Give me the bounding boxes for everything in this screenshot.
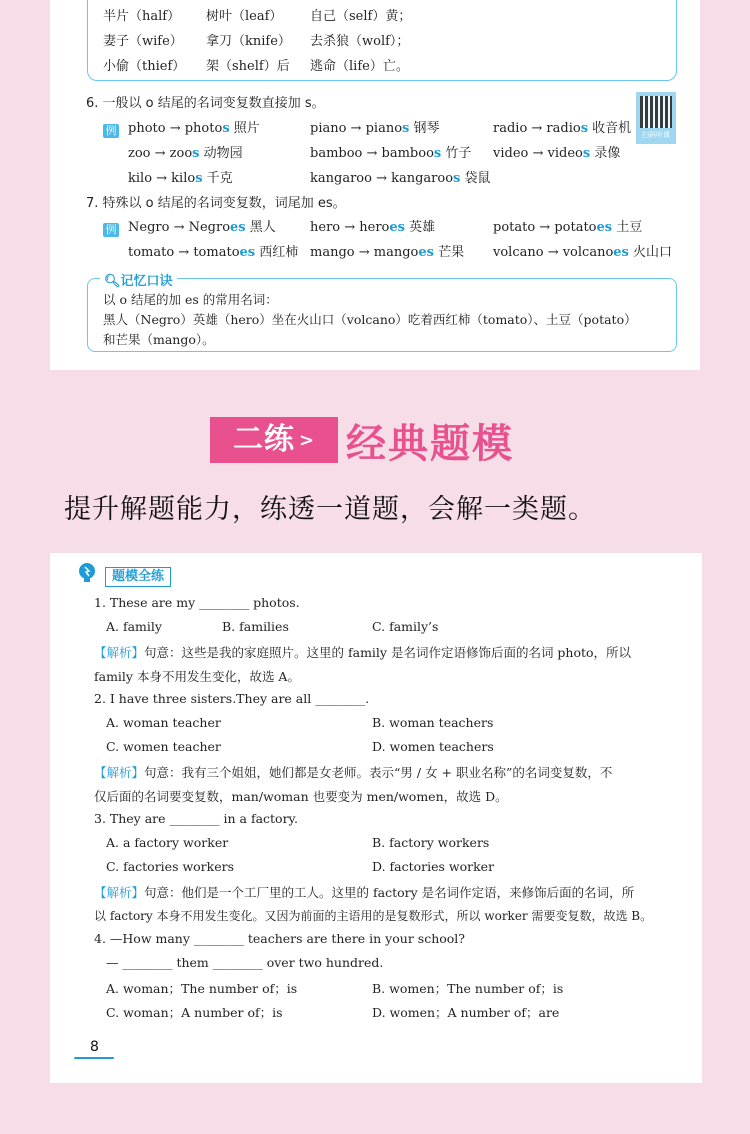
fves-item: 逃命（life）亡。: [310, 59, 409, 74]
grammar-card: [50, 0, 700, 370]
rule7-example: volcano → volcanoes 火山口: [493, 245, 673, 260]
option: D. women teachers: [372, 739, 494, 754]
page-number: 8: [90, 1039, 99, 1055]
question-stem: 1. These are my ________ photos.: [94, 595, 300, 610]
qr-caption: 扫码听课: [642, 131, 670, 139]
example-label: 例: [103, 124, 119, 138]
banner-label: 二练 >: [232, 422, 316, 457]
option: D. factories worker: [372, 859, 495, 874]
slogan: 提升解题能力，练透一道题，会解一类题。: [64, 494, 596, 525]
fves-row-1: [103, 5, 180, 24]
rule6-example: piano → pianos 钢琴: [310, 121, 440, 136]
option: B. families: [222, 619, 289, 634]
fves-item: 树叶（leaf）: [206, 9, 283, 24]
rule7-example: tomato → tomatoes 西红柿: [128, 245, 299, 260]
fves-item: 去杀狼（wolf）；: [310, 34, 410, 49]
qr-code-icon: [640, 96, 672, 128]
option: B. woman teachers: [372, 715, 494, 730]
question-stem: 2. I have three sisters.They are all ________.: [94, 691, 370, 706]
question-stem: 3. They are ________ in a factory.: [94, 811, 298, 826]
rule7-example: Negro → Negroes 黑人: [128, 220, 276, 235]
option: B. women；The number of；is: [372, 981, 564, 996]
rule7-title: 7. 特殊以 o 结尾的名词变复数，词尾加 es。: [86, 196, 346, 211]
rule6-example: bamboo → bamboos 竹子: [310, 146, 472, 161]
search-icon: 🔍︎: [104, 274, 121, 289]
option: D. women；A number of；are: [372, 1005, 560, 1020]
memory-tag: 🔍︎记忆口诀: [100, 270, 177, 289]
qr-code[interactable]: [636, 92, 676, 144]
option: B. factory workers: [372, 835, 490, 850]
rule7-example: hero → heroes 英雄: [310, 220, 436, 235]
explanation-line: 【解析】句意：他们是一个工厂里的工人。这里的 factory 是名词作定语，来修饰后面的名词，所: [94, 885, 635, 900]
option: C. woman；A number of；is: [106, 1005, 283, 1020]
rule6-example: video → videos 录像: [493, 146, 621, 161]
fves-item: 小偷（thief）: [103, 59, 186, 74]
option: C. family’s: [372, 619, 439, 634]
practice-card: [50, 553, 702, 1083]
option: C. factories workers: [106, 859, 235, 874]
rule6-example: kilo → kilos 千克: [128, 171, 233, 186]
rule7-example: mango → mangoes 芒果: [310, 245, 465, 260]
explanation-line: 以 factory 本身不用发生变化。又因为前面的主语用的是复数形式，所以 worker 需要变复数，故选 B。: [94, 909, 653, 923]
practice-tag: 题模全练: [105, 567, 171, 587]
explanation-line: 【解析】句意：我有三个姐姐，她们都是女老师。表示“男 / 女 + 职业名称”的名词变复数，不: [94, 765, 613, 780]
lightbulb-icon: [77, 561, 97, 585]
explanation-line: 仅后面的名词要变复数，man/woman 也要变为 men/women，故选 D。: [94, 789, 508, 804]
page-number-underline: [74, 1057, 114, 1059]
fves-item: 拿刀（knife）: [206, 34, 291, 49]
option: A. family: [106, 619, 162, 634]
rule6-example: kangaroo → kangaroos 袋鼠: [310, 171, 491, 186]
rule6-example: radio → radios 收音机: [493, 121, 632, 136]
example-label: 例: [103, 223, 119, 237]
memory-line: 黑人（Negro）英雄（hero）坐在火山口（volcano）吃着西红柿（tomato）、土豆（potato）: [103, 312, 637, 327]
explanation-line: family 本身不用发生变化，故选 A。: [94, 669, 300, 684]
banner-title: 经典题模: [346, 421, 514, 467]
fves-item: 架（shelf）后: [206, 59, 290, 74]
fves-item: 半片（half）: [103, 9, 181, 24]
section-banner: [210, 417, 338, 463]
option: C. women teacher: [106, 739, 221, 754]
memory-line: 以 o 结尾的加 es 的常用名词：: [103, 292, 278, 307]
memory-line: 和芒果（mango）。: [103, 332, 215, 347]
option: A. woman；The number of；is: [106, 981, 298, 996]
explanation-line: 【解析】句意：这些是我的家庭照片。这里的 family 是名词作定语修饰后面的名词 photo，所以: [94, 645, 632, 660]
fves-item: 自己（self）黄；: [310, 9, 412, 24]
option: A. a factory worker: [106, 835, 229, 850]
fves-item: 妻子（wife）: [103, 34, 183, 49]
rule6-title: 6. 一般以 o 结尾的名词变复数直接加 s。: [86, 96, 325, 111]
option: A. woman teacher: [106, 715, 221, 730]
rule6-example: zoo → zoos 动物园: [128, 146, 243, 161]
question-stem: — ________ them ________ over two hundred.: [106, 955, 384, 970]
rule7-example: potato → potatoes 土豆: [493, 220, 643, 235]
rule6-example: photo → photos 照片: [128, 121, 260, 136]
question-stem: 4. —How many ________ teachers are there in your school?: [94, 931, 465, 946]
